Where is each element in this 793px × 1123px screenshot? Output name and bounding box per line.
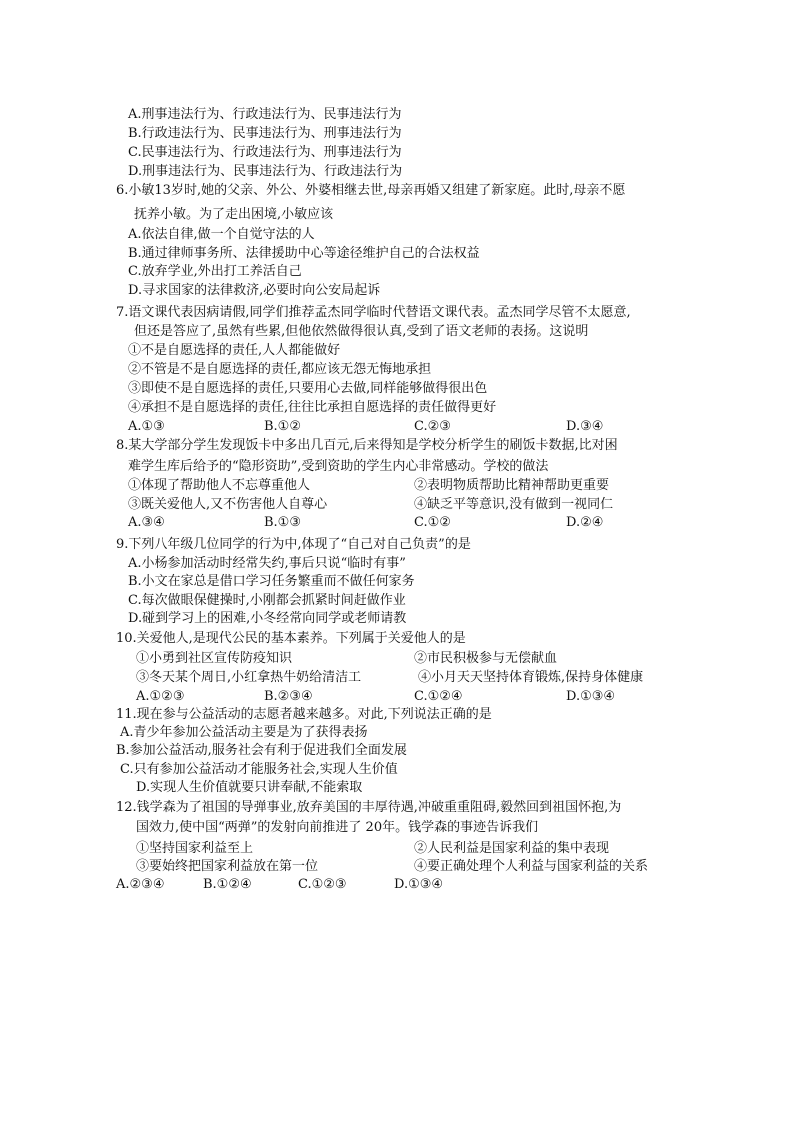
q7-option-a: A.①③ <box>128 419 165 434</box>
q11-option-b: B.参加公益活动,服务社会有利于促进我们全面发展 <box>116 743 407 758</box>
q12-statement-3: ③要始终把国家利益放在第一位 <box>136 859 319 874</box>
q12-stem-line-1: 12.钱学森为了祖国的导弹事业,放弃美国的丰厚待遇,冲破重重阻碍,毅然回到祖国怀抱,为 <box>116 800 622 815</box>
q7-option-c: C.②③ <box>414 419 451 434</box>
q10-option-a: A.①②③ <box>136 689 185 704</box>
q11-stem: 11.现在参与公益活动的志愿者越来越多。对此,下列说法正确的是 <box>116 707 492 722</box>
q11-option-c: C.只有参加公益活动才能服务社会,实现人生价值 <box>120 762 398 777</box>
q7-option-b: B.①② <box>264 419 301 434</box>
q8-statement-4: ④缺乏平等意识,没有做到一视同仁 <box>414 497 614 512</box>
q11-option-a: A.青少年参加公益活动主要是为了获得表扬 <box>120 725 368 740</box>
q10-stem: 10.关爱他人,是现代公民的基本素养。下列属于关爱他人的是 <box>116 631 466 646</box>
q9-option-c: C.每次做眼保健操时,小刚都会抓紧时间赶做作业 <box>128 593 406 608</box>
q7-statement-1: ①不是自愿选择的责任,人人都能做好 <box>128 343 341 358</box>
q7-statement-2: ②不管是不是自愿选择的责任,都应该无怨无悔地承担 <box>128 362 432 377</box>
q10-option-b: B.②③④ <box>264 689 313 704</box>
q12-statement-4: ④要正确处理个人利益与国家利益的关系 <box>414 859 649 874</box>
q5-option-b: B.行政违法行为、民事违法行为、刑事违法行为 <box>128 126 402 141</box>
q12-stem-line-2: 国效力,使中国“两弹”的发射向前推进了 20年。钱学森的事迹告诉我们 <box>136 820 539 835</box>
q7-statement-4: ④承担不是自愿选择的责任,往往比承担自愿选择的责任做得更好 <box>128 400 497 415</box>
q9-stem: 9.下列八年级几位同学的行为中,体现了“自己对自己负责”的是 <box>116 537 471 552</box>
q11-option-d: D.实现人生价值就要只讲奉献,不能索取 <box>136 780 363 795</box>
q6-option-b: B.通过律师事务所、法律援助中心等途径维护自己的合法权益 <box>128 246 480 261</box>
q8-option-b: B.①③ <box>264 515 301 530</box>
q6-option-a: A.依法自律,做一个自觉守法的人 <box>128 227 315 242</box>
q12-statement-1: ①坚持国家利益至上 <box>136 841 254 856</box>
q12-option-c: C.①②③ <box>298 877 347 892</box>
q9-option-b: B.小文在家总是借口学习任务繁重而不做任何家务 <box>128 574 415 589</box>
q8-option-c: C.①② <box>414 515 451 530</box>
q5-option-c: C.民事违法行为、行政违法行为、刑事违法行为 <box>128 145 402 160</box>
q5-option-a: A.刑事违法行为、行政违法行为、民事违法行为 <box>128 107 402 122</box>
q12-option-d: D.①③④ <box>394 877 444 892</box>
q6-option-d: D.寻求国家的法律救济,必要时向公安局起诉 <box>128 283 381 298</box>
q12-statement-2: ②人民利益是国家利益的集中表现 <box>414 841 610 856</box>
q12-option-a: A.②③④ <box>116 877 165 892</box>
q8-statement-1: ①体现了帮助他人不忘尊重他人 <box>128 478 311 493</box>
q5-option-d: D.刑事违法行为、民事违法行为、行政违法行为 <box>128 164 403 179</box>
q9-option-a: A.小杨参加活动时经常失约,事后只说“临时有事” <box>128 556 406 571</box>
q10-statement-3: ③冬天某个周日,小红拿热牛奶给清洁工 <box>136 670 362 685</box>
q8-statement-3: ③既关爱他人,又不伤害他人自尊心 <box>128 497 328 512</box>
q8-stem-line-2: 难学生库后给予的“隐形资助”,受到资助的学生内心非常感动。学校的做法 <box>128 459 549 474</box>
q7-stem-line-2: 但还是答应了,虽然有些累,但他依然做得很认真,受到了语文老师的表扬。这说明 <box>134 324 589 339</box>
q7-statement-3: ③即使不是自愿选择的责任,只要用心去做,同样能够做得很出色 <box>128 381 488 396</box>
q6-stem-line-1: 6.小敏13岁时,她的父亲、外公、外婆相继去世,母亲再婚又组建了新家庭。此时,母亲不愿 <box>116 183 626 198</box>
q10-statement-2: ②市民积极参与无偿献血 <box>414 651 558 666</box>
q9-option-d: D.碰到学习上的困难,小冬经常向同学或老师请教 <box>128 611 407 626</box>
q7-stem-line-1: 7.语文课代表因病请假,同学们推荐孟杰同学临时代替语文课代表。孟杰同学尽管不太愿意, <box>116 305 631 320</box>
q10-statement-4: ④小月天天坚持体育锻炼,保持身体健康 <box>418 670 644 685</box>
q10-option-d: D.①③④ <box>566 689 616 704</box>
q8-option-d: D.②④ <box>566 515 604 530</box>
q8-statement-2: ②表明物质帮助比精神帮助更重要 <box>414 478 610 493</box>
q6-option-c: C.放弃学业,外出打工养活自己 <box>128 264 302 279</box>
q7-option-d: D.③④ <box>566 419 604 434</box>
q6-stem-line-2: 抚养小敏。为了走出困境,小敏应该 <box>134 207 334 222</box>
q8-option-a: A.③④ <box>128 515 165 530</box>
q10-option-c: C.①②④ <box>414 689 463 704</box>
q8-stem-line-1: 8.某大学部分学生发现饭卡中多出几百元,后来得知是学校分析学生的刷饭卡数据,比对困 <box>116 438 618 453</box>
q12-option-b: B.①②④ <box>203 877 252 892</box>
q10-statement-1: ①小勇到社区宣传防疫知识 <box>136 651 293 666</box>
